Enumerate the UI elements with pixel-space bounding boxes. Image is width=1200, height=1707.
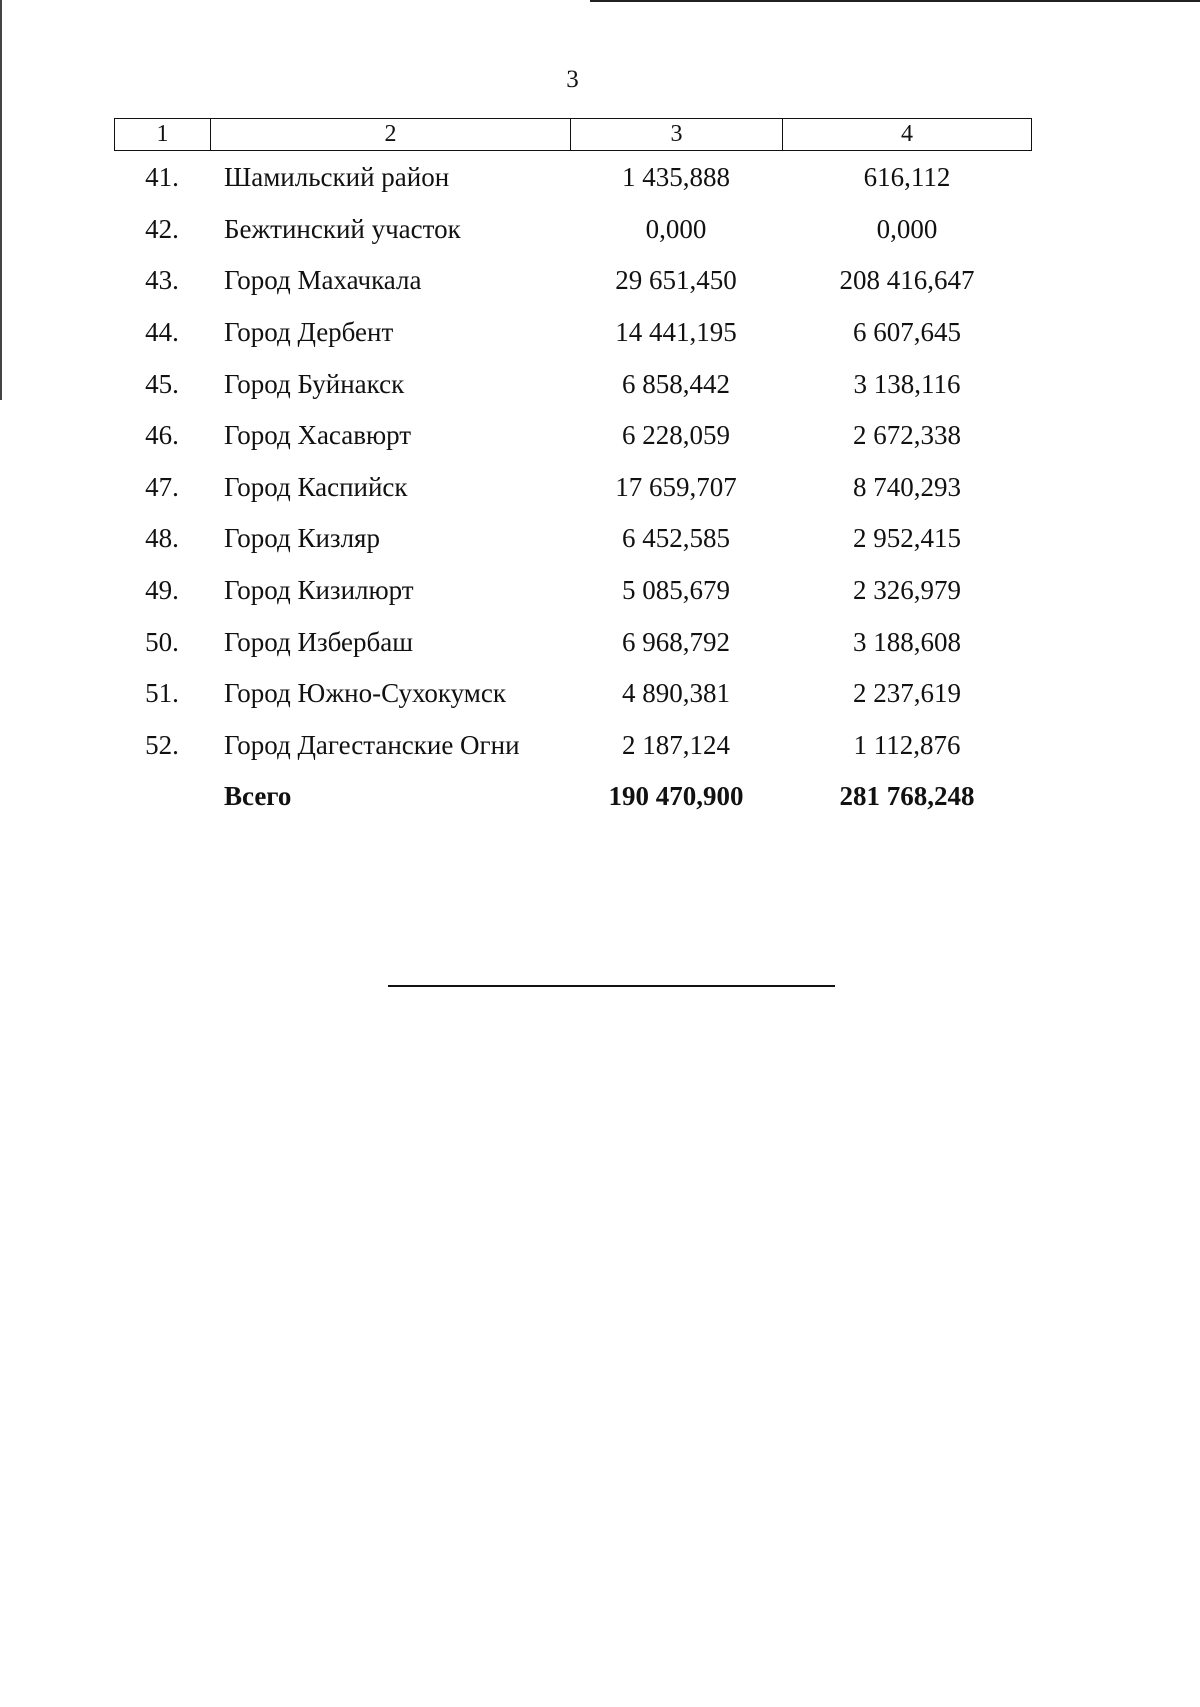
row-col3: 29 651,450 — [615, 265, 737, 296]
table-row — [114, 513, 1032, 565]
row-col4: 6 607,645 — [853, 317, 961, 348]
row-number: 42. — [145, 213, 179, 244]
row-name: Город Буйнакск — [224, 368, 405, 399]
row-name: Город Кизляр — [224, 523, 380, 554]
closing-rule — [388, 985, 835, 987]
row-name: Шамильский район — [224, 162, 450, 193]
row-number: 50. — [145, 626, 179, 657]
table-row — [114, 255, 1032, 307]
row-col3: 6 452,585 — [622, 523, 730, 554]
row-col4: 616,112 — [863, 162, 951, 193]
row-col3: 0,000 — [645, 213, 707, 244]
table-row — [114, 204, 1032, 256]
row-col3: 1 435,888 — [622, 162, 730, 193]
total-col4: 281 768,248 — [839, 781, 975, 812]
total-col3: 190 470,900 — [608, 781, 744, 812]
row-name: Город Дербент — [224, 317, 394, 348]
row-name: Бежтинский участок — [224, 213, 461, 244]
row-col4: 8 740,293 — [853, 471, 961, 502]
row-col4: 3 138,116 — [853, 368, 961, 399]
row-col3: 6 968,792 — [622, 626, 730, 657]
row-col3: 6 228,059 — [622, 420, 730, 451]
row-col3: 4 890,381 — [622, 678, 730, 709]
row-number: 46. — [145, 420, 179, 451]
row-col3: 5 085,679 — [622, 575, 730, 606]
row-col3: 17 659,707 — [615, 471, 737, 502]
row-col3: 14 441,195 — [615, 317, 737, 348]
table-row — [114, 462, 1032, 514]
row-number: 45. — [145, 368, 179, 399]
table-row — [114, 358, 1032, 410]
row-col3: 6 858,442 — [622, 368, 730, 399]
table-total-row — [114, 771, 1032, 823]
row-col4: 208 416,647 — [839, 265, 975, 296]
row-number: 43. — [145, 265, 179, 296]
row-col4: 2 237,619 — [853, 678, 961, 709]
row-col4: 0,000 — [876, 213, 938, 244]
row-name: Город Каспийск — [224, 471, 408, 502]
table-row — [114, 410, 1032, 462]
left-edge-mark — [0, 0, 2, 400]
row-number: 49. — [145, 575, 179, 606]
row-col3: 2 187,124 — [622, 729, 730, 760]
row-number: 41. — [145, 162, 179, 193]
row-name: Город Дагестанские Огни — [224, 729, 520, 760]
table-header — [114, 118, 1032, 151]
row-name: Город Кизилюрт — [224, 575, 414, 606]
row-number: 48. — [145, 523, 179, 554]
row-col4: 3 188,608 — [853, 626, 961, 657]
header-col-4: 4 — [901, 121, 913, 147]
header-col-1: 1 — [115, 119, 211, 150]
table-row — [114, 152, 1032, 204]
row-name: Город Избербаш — [224, 626, 413, 657]
table-row — [114, 720, 1032, 772]
row-number: 47. — [145, 471, 179, 502]
table-body — [114, 152, 1032, 823]
row-name: Город Хасавюрт — [224, 420, 412, 451]
row-number: 51. — [145, 678, 179, 709]
row-col4: 2 326,979 — [853, 575, 961, 606]
header-col-2: 2 — [211, 119, 571, 150]
header-col-3: 3 — [571, 119, 783, 150]
row-col4: 2 952,415 — [853, 523, 961, 554]
row-col4: 2 672,338 — [853, 420, 961, 451]
table-row — [114, 668, 1032, 720]
top-edge-rule — [590, 0, 1200, 2]
row-number: 52. — [145, 729, 179, 760]
total-label: Всего — [224, 781, 292, 812]
page-number: 3 — [566, 66, 579, 93]
table-row — [114, 616, 1032, 668]
row-number: 44. — [145, 317, 179, 348]
table-row — [114, 565, 1032, 617]
row-col4: 1 112,876 — [853, 729, 961, 760]
row-name: Город Южно-Сухокумск — [224, 678, 506, 709]
table-row — [114, 307, 1032, 359]
row-name: Город Махачкала — [224, 265, 422, 296]
